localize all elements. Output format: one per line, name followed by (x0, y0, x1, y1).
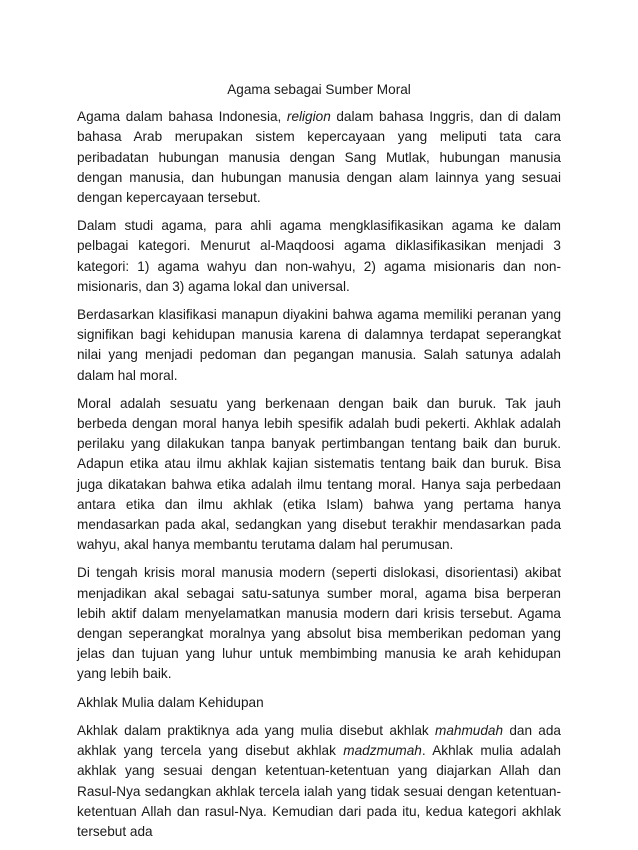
italic-term-religion: religion (286, 109, 331, 125)
paragraph-text: . Akhlak mulia adalah akhlak yang sesuai dengan ketentuan-ketentuan yang diajarkan Allah dan Rasul-Nya sedangkan akhlak tercela ialah yang tidak sesuai dengan ketentuan-ketentuan Allah dan rasul-Nya. Kemudian dari pada itu, kedua kategori akhlak tersebut ada (77, 743, 561, 839)
paragraph-classification: Dalam studi agama, para ahli agama mengklasifikasikan agama ke dalam pelbagai kategori. Menurut al-Maqdoosi agama diklasifikasikan menjadi 3 kategori: 1) agama wahyu dan non-wahyu, 2) agama misionaris dan non-misionaris, dan 3) agama lokal dan universal. (77, 218, 561, 294)
paragraph-text: Akhlak dalam praktiknya ada yang mulia disebut akhlak (77, 722, 435, 738)
paragraph-text: Agama dalam bahasa Indonesia, (77, 109, 287, 125)
paragraph-noble-character (77, 721, 561, 842)
paragraph-role-of-religion: Berdasarkan klasifikasi manapun diyakini bahwa agama memiliki peranan yang signifikan bagi kehidupan manusia karena di dalamnya terdapat seperangkat nilai yang menjadi pedoman dan pegangan manusia. Salah satunya adalah dalam hal moral. (77, 307, 561, 383)
paragraph-text: dan ada akhlak yang tercela yang disebut akhlak (77, 722, 561, 759)
paragraph-moral-and-ethics: Moral adalah sesuatu yang berkenaan dengan baik dan buruk. Tak jauh berbeda dengan moral hanya lebih spesifik adalah budi pekerti. Akhlak adalah perilaku yang dilakukan tanpa banyak pertimbangan tentang baik dan buruk. Adapun etika atau ilmu akhlak kajian sistematis tentang baik dan buruk. Bisa juga dikatakan bahwa etika adalah ilmu tentang moral. Hanya saja perbedaan antara etika dan ilmu akhlak (etika Islam) bahwa yang pertama hanya mendasarkan pada akal, sedangkan yang disebut terakhir mendasarkan pada wahyu, akal hanya membantu terutama dalam hal perumusan. (77, 395, 561, 553)
paragraph-moral-crisis: Di tengah krisis moral manusia modern (seperti dislokasi, disorientasi) akibat menjadikan akal sebagai satu-satunya sumber moral, agama bisa berperan lebih aktif dalam menyelamatkan manusia modern dari krisis tersebut. Agama dengan seperangkat moralnya yang absolut bisa memberikan pedoman yang jelas dan tujuan yang luhur untuk membimbing manusia ke arah kehidupan yang lebih baik. (77, 565, 561, 682)
document-page (77, 80, 561, 850)
italic-term-mahmudah: mahmudah (435, 722, 504, 738)
italic-term-madzmumah: madzmumah (343, 743, 422, 759)
paragraph-text: dalam bahasa Inggris, dan di dalam bahasa Arab merupakan sistem kepercayaan yang meliputi tata cara peribadatan hubungan manusia dengan Sang Mutlak, hubungan manusia dengan manusia, dan hubungan manusia dengan alam lainnya yang sesuai dengan kepercayaan tersebut. (77, 109, 561, 206)
document-title: Agama sebagai Sumber Moral (227, 82, 411, 97)
paragraph-definition-of-religion (77, 107, 561, 208)
section-heading: Akhlak Mulia dalam Kehidupan (77, 694, 264, 710)
